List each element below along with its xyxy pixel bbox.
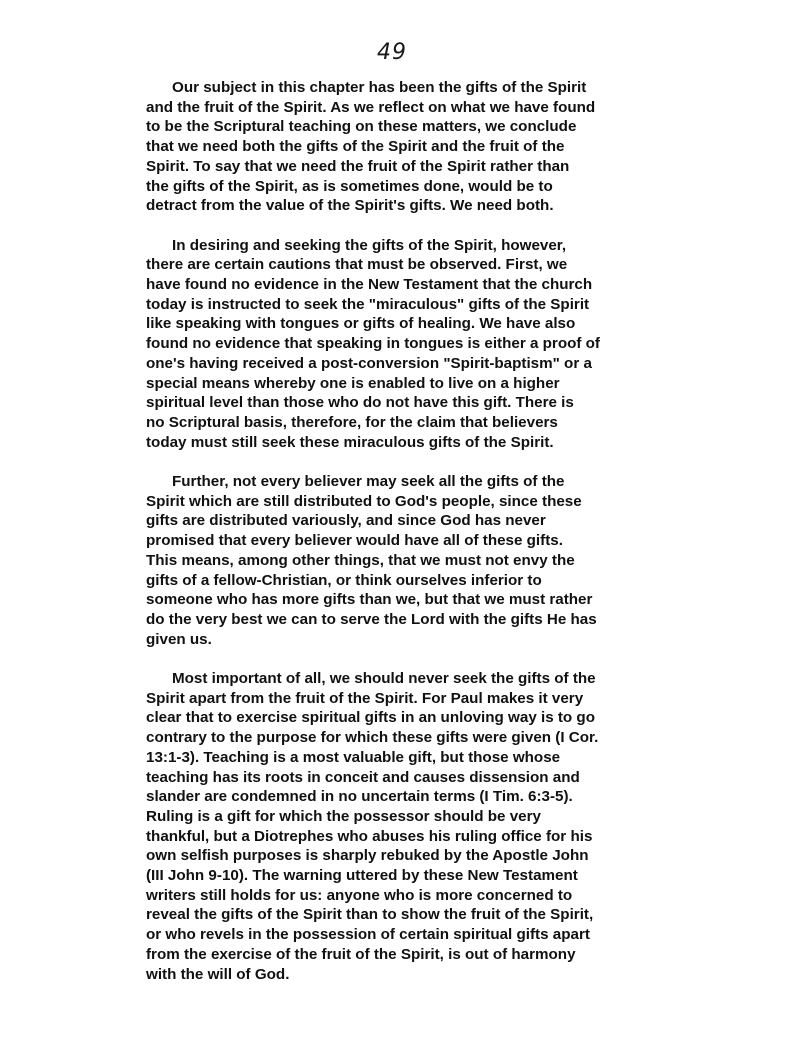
text-line: writers still holds for us: anyone who is more concerned to [146, 886, 573, 904]
text-line: thankful, but a Diotrephes who abuses his ruling office for his [146, 827, 593, 845]
text-line: Ruling is a gift for which the possessor should be very [146, 807, 541, 825]
text-line: In desiring and seeking the gifts of the Spirit, however, [172, 236, 567, 254]
text-line: reveal the gifts of the Spirit than to show the fruit of the Spirit, [146, 906, 594, 924]
text-line: contrary to the purpose for which these gifts were given (I Cor. [146, 729, 599, 747]
text-line: the gifts of the Spirit, as is sometimes done, would be to [146, 177, 553, 195]
text-line: or who revels in the possession of certain spiritual gifts apart [146, 926, 590, 944]
text-line: slander are condemned in no uncertain terms (I Tim. 6:3-5). [146, 788, 573, 806]
paragraph [146, 236, 666, 453]
text-line: one's having received a post-conversion "Spirit-baptism" or a [146, 354, 592, 372]
text-line: Our subject in this chapter has been the gifts of the Spirit [172, 79, 587, 96]
text-line: gifts of a fellow-Christian, or think ourselves inferior to [146, 571, 542, 589]
text-line: like speaking with tongues or gifts of healing. We have also [146, 315, 576, 333]
text-line: promised that every believer would have all of these gifts. [146, 532, 563, 550]
text-line: to be the Scriptural teaching on these matters, we conclude [146, 118, 577, 136]
text-line: own selfish purposes is sharply rebuked by the Apostle John [146, 847, 589, 865]
text-line: have found no evidence in the New Testament that the church [146, 276, 593, 294]
text-line: spiritual level than those who do not have this gift. There is [146, 394, 574, 412]
text-line: Further, not every believer may seek all the gifts of the [172, 473, 565, 491]
text-line: that we need both the gifts of the Spirit and the fruit of the [146, 138, 565, 156]
page-number: 49 [377, 40, 407, 65]
paragraph [146, 472, 666, 649]
text-line: special means whereby one is enabled to live on a higher [146, 374, 560, 392]
text-line: (III John 9-10). The warning uttered by these New Testament [146, 867, 578, 885]
text-line: found no evidence that speaking in tongues is either a proof of [146, 335, 600, 353]
text-line: detract from the value of the Spirit's gifts. We need both. [146, 197, 554, 215]
paragraph [146, 78, 666, 216]
body-text [146, 78, 666, 984]
text-line: today is instructed to seek the "miraculous" gifts of the Spirit [146, 295, 590, 313]
text-line: Most important of all, we should never seek the gifts of the [172, 670, 596, 688]
text-line: This means, among other things, that we must not envy the [146, 551, 575, 569]
text-line: with the will of God. [146, 965, 290, 983]
text-line: there are certain cautions that must be observed. First, we [146, 256, 568, 274]
text-line: 13:1-3). Teaching is a most valuable gift, but those whose [146, 748, 561, 766]
paragraph [146, 669, 666, 984]
paragraph-gap [146, 452, 666, 472]
text-line: and the fruit of the Spirit. As we reflect on what we have found [146, 98, 596, 116]
text-line: today must still seek these miraculous gifts of the Spirit. [146, 433, 554, 451]
text-line: someone who has more gifts than we, but that we must rather [146, 591, 593, 609]
text-line: Spirit apart from the fruit of the Spirit. For Paul makes it very [146, 689, 584, 707]
text-line: given us. [146, 630, 212, 648]
text-line: clear that to exercise spiritual gifts in an unloving way is to go [146, 709, 595, 727]
paragraph-gap [146, 649, 666, 669]
text-line: from the exercise of the fruit of the Spirit, is out of harmony [146, 945, 576, 963]
text-line: do the very best we can to serve the Lord with the gifts He has [146, 610, 597, 628]
text-line: Spirit which are still distributed to God's people, since these [146, 492, 582, 510]
text-line: no Scriptural basis, therefore, for the claim that believers [146, 413, 558, 431]
text-line: teaching has its roots in conceit and causes dissension and [146, 768, 580, 786]
text-line: gifts are distributed variously, and since God has never [146, 512, 546, 530]
text-line: Spirit. To say that we need the fruit of the Spirit rather than [146, 157, 570, 175]
paragraph-gap [146, 216, 666, 236]
